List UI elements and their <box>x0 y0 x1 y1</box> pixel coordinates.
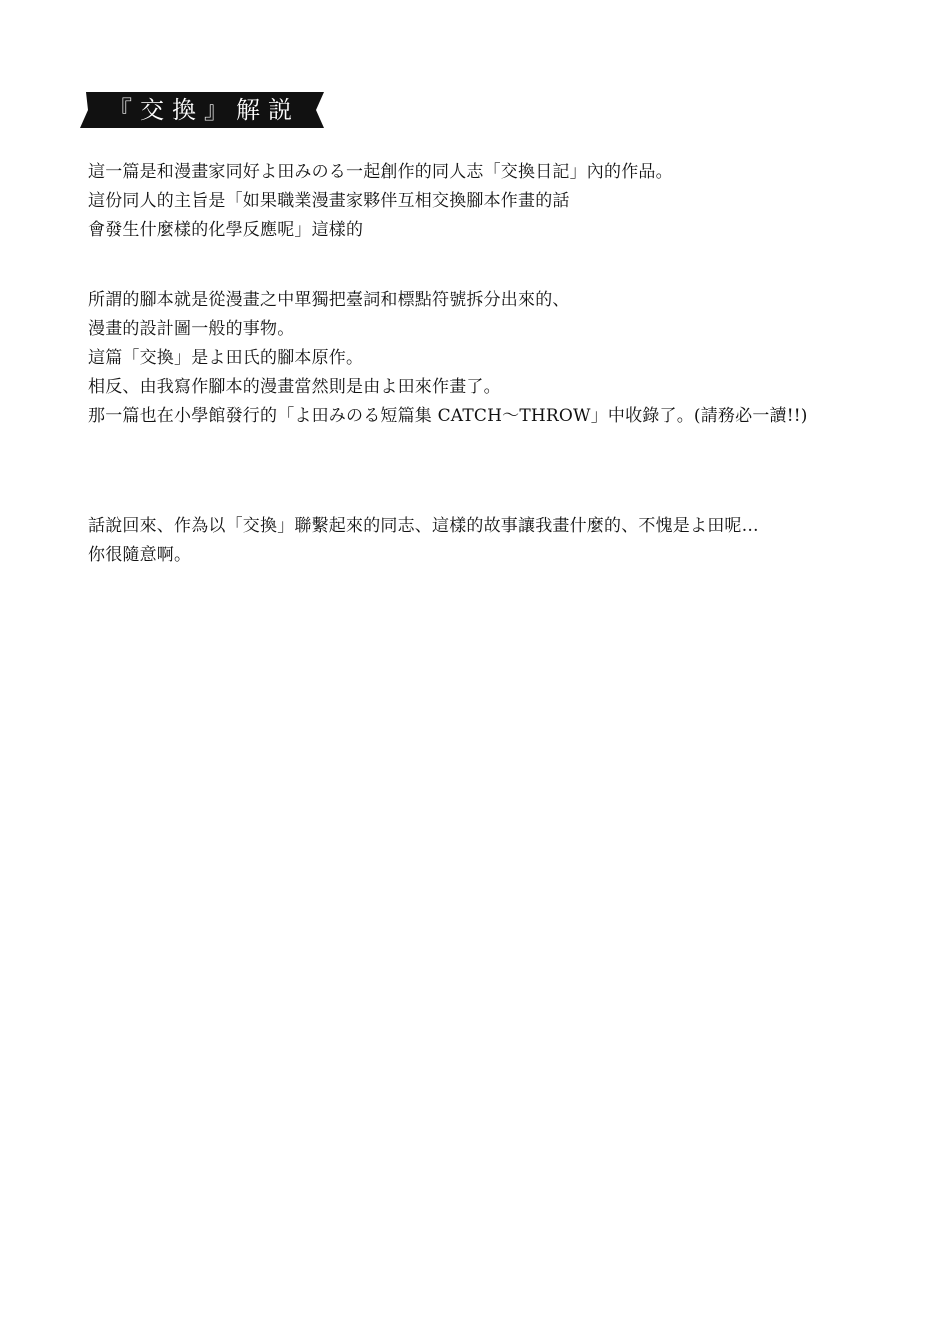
text-line: 所謂的腳本就是從漫畫之中單獨把臺詞和標點符號拆分出來的、 <box>88 290 570 310</box>
text-line: 漫畫的設計圖一般的事物。 <box>88 319 295 339</box>
text-line: 那一篇也在小學館發行的「よ田みのる短篇集 CATCH〜THROW」中收錄了。(請務必一讀!!) <box>88 406 808 426</box>
paragraph-intro <box>88 158 868 245</box>
text-line: 這一篇是和漫畫家同好よ田みのる一起創作的同人志「交換日記」內的作品。 <box>88 162 673 182</box>
title-banner <box>80 92 324 128</box>
paragraph-closing <box>88 512 868 570</box>
text-line: 相反、由我寫作腳本的漫畫當然則是由よ田來作畫了。 <box>88 377 501 397</box>
text-line: 這份同人的主旨是「如果職業漫畫家夥伴互相交換腳本作畫的話 <box>88 191 570 211</box>
page-title: 『交換』解説 <box>108 96 300 124</box>
text-line: 會發生什麼樣的化學反應呢」這樣的 <box>88 220 364 240</box>
text-line: 話說回來、作為以「交換」聯繫起來的同志、這樣的故事讓我畫什麼的、不愧是よ田呢… <box>88 516 759 536</box>
paragraph-script-explanation <box>88 286 868 431</box>
text-line: 這篇「交換」是よ田氏的腳本原作。 <box>88 348 364 368</box>
text-line: 你很隨意啊。 <box>88 545 192 565</box>
